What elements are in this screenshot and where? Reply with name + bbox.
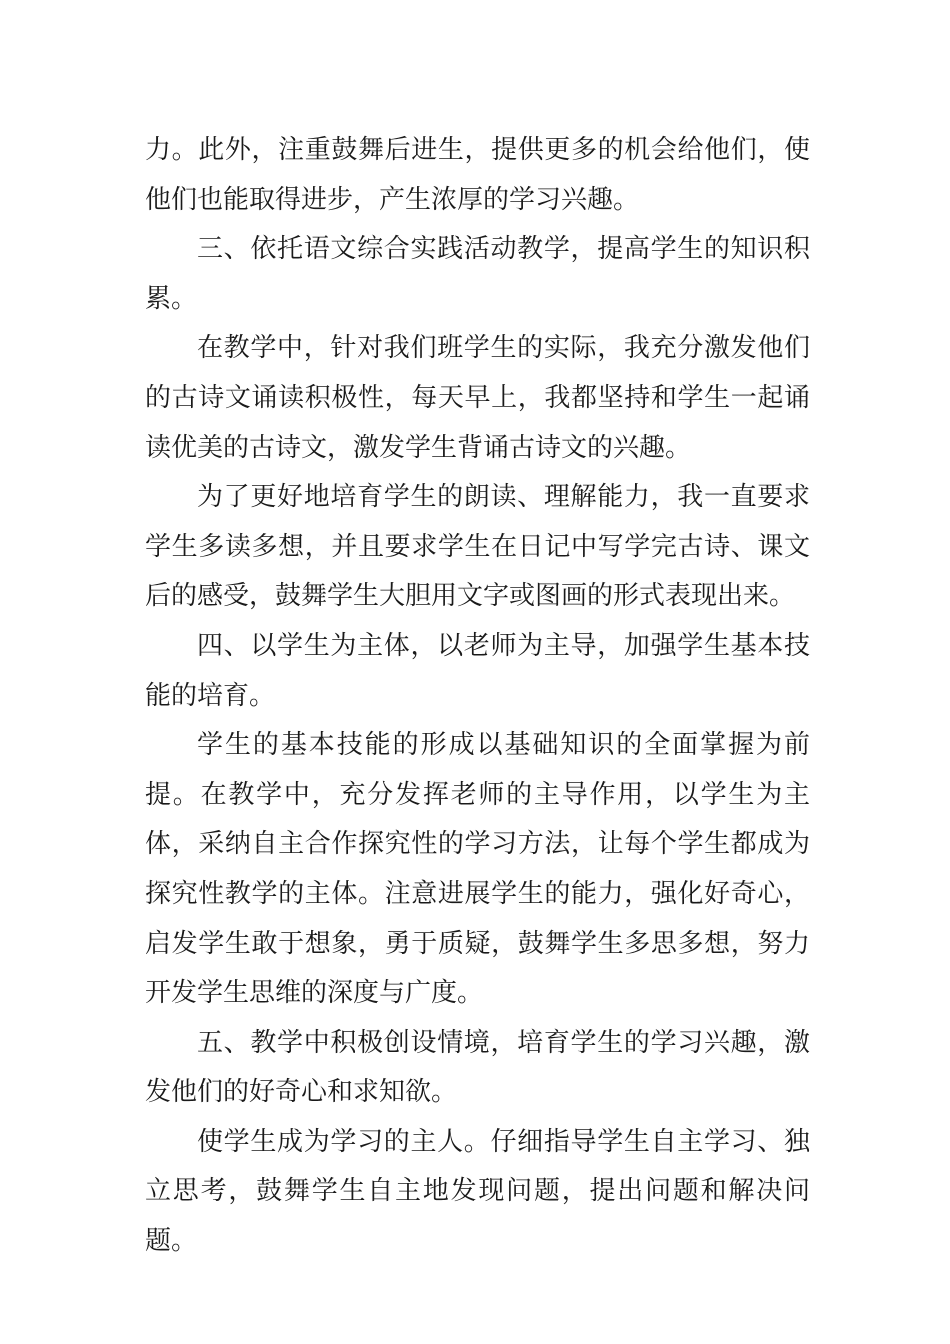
- paragraph: 学生的基本技能的形成以基础知识的全面掌握为前提。在教学中，充分发挥老师的主导作用，以学生为主体，采纳自主合作探究性的学习方法，让每个学生都成为探究性教学的主体。注意进展学生的能力，强化好奇心，启发学生敢于想象，勇于质疑，鼓舞学生多思多想，努力开发学生思维的深度与广度。: [145, 730, 810, 1009]
- section-heading-five: 五、教学中积极创设情境，培育学生的学习兴趣，激发他们的好奇心和求知欲。: [145, 1027, 810, 1108]
- paragraph: 为了更好地培育学生的朗读、理解能力，我一直要求学生多读多想，并且要求学生在日记中写学完古诗、课文后的感受，鼓舞学生大胆用文字或图画的形式表现出来。: [145, 482, 810, 612]
- paragraph: 在教学中，针对我们班学生的实际，我充分激发他们的古诗文诵读积极性，每天早上，我都坚持和学生一起诵读优美的古诗文，激发学生背诵古诗文的兴趣。: [145, 333, 810, 463]
- paragraph: 力。此外，注重鼓舞后进生，提供更多的机会给他们，使他们也能取得进步，产生浓厚的学习兴趣。: [145, 135, 810, 215]
- body-text: [145, 126, 810, 1267]
- section-heading-four: 四、以学生为主体，以老师为主导，加强学生基本技能的培育。: [145, 630, 810, 711]
- section-heading-three: 三、依托语文综合实践活动教学，提高学生的知识积累。: [145, 234, 810, 314]
- paragraph: 使学生成为学习的主人。仔细指导学生自主学习、独立思考，鼓舞学生自主地发现问题，提出问题和解决问题。: [145, 1126, 810, 1257]
